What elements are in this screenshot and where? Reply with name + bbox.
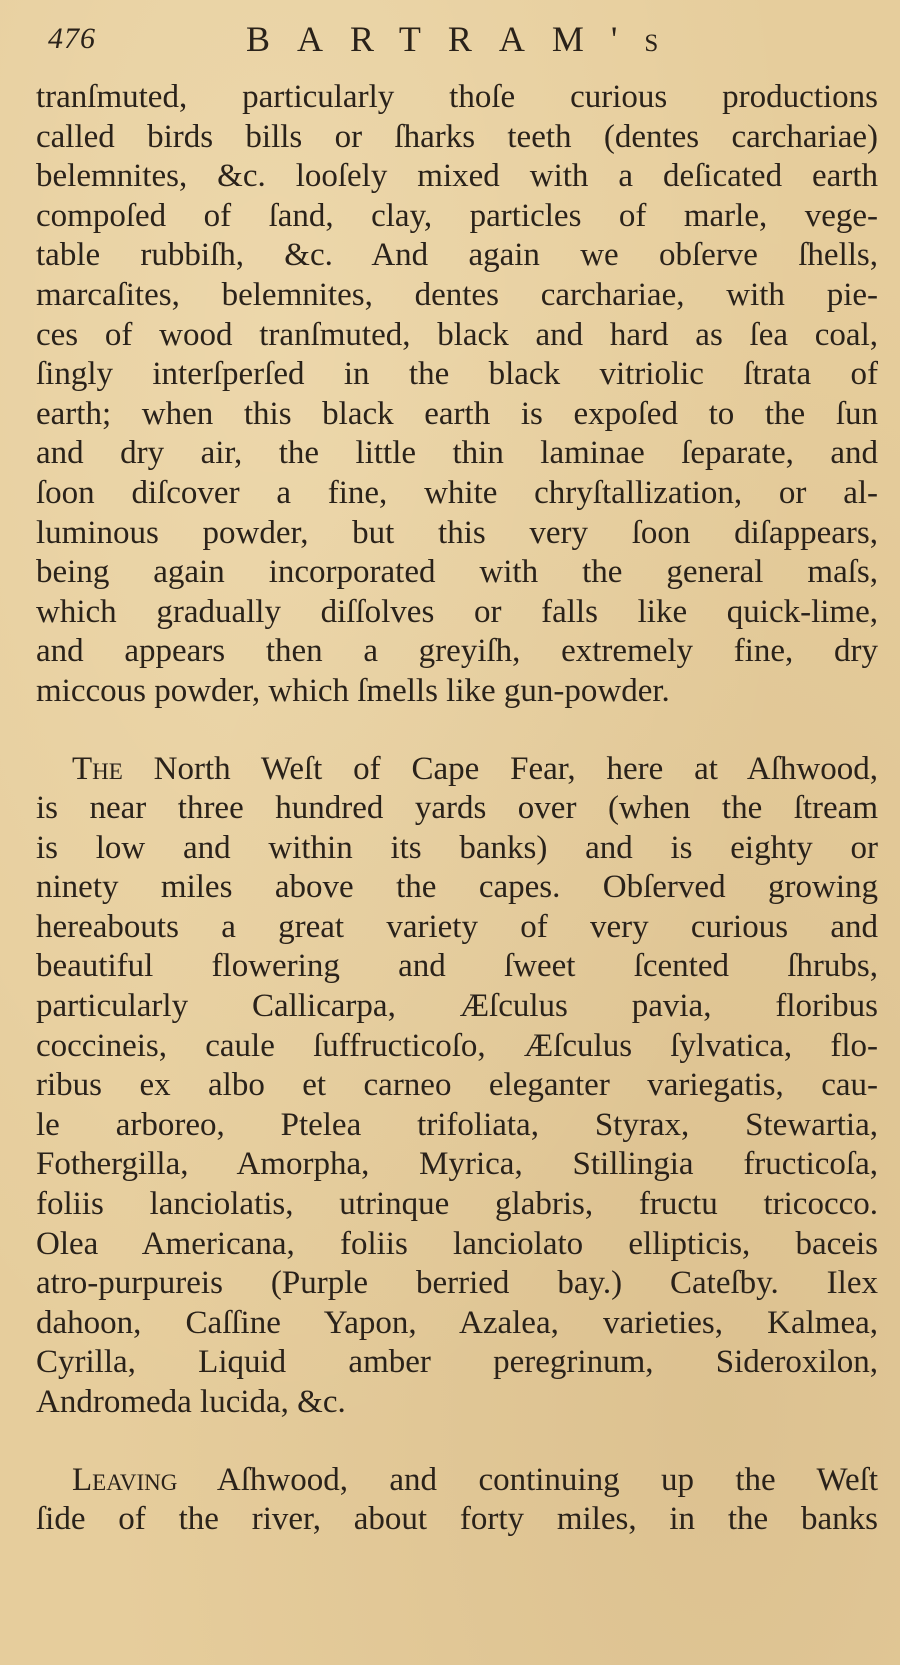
text-line: is low and within its banks) and is eighty or [36,829,878,866]
text-line: being again incorporated with the general maſs, [36,554,878,591]
text-line: particularly Callicarpa, Æſculus pavia, floribus [36,988,878,1025]
text-line: belemnites, &c. looſely mixed with a deſicated earth [36,158,878,195]
text-line: foliis lanciolatis, utrinque glabris, fructu tricocco. [36,1186,878,1223]
text-line: called birds bills or ſharks teeth (dentes carchariae) [36,118,878,155]
text-line: marcaſites, belemnites, dentes carchariae, with pie- [36,276,878,313]
text-line: miccous powder, which ſmells like gun-powder. [36,672,670,709]
text-line: earth; when this black earth is expoſed to the ſun [36,395,878,432]
line-text: Aſhwood, and continuing up the Weſt [177,1461,878,1498]
text-line: Cyrilla, Liquid amber peregrinum, Sideroxilon, [36,1344,878,1381]
text-line: ces of wood tranſmuted, black and hard as ſea coal, [36,316,878,353]
text-line: beautiful flowering and ſweet ſcented ſhrubs, [36,948,878,985]
text-line [36,1461,878,1501]
text-line: ribus ex albo et carneo eleganter variegatis, cau- [36,1067,878,1104]
text-line [36,750,878,790]
text-line: luminous powder, but this very ſoon diſappears, [36,514,878,551]
paragraph-1 [36,78,878,712]
text-line: table rubbiſh, &c. And again we obſerve ſhells, [36,237,878,274]
lead-word: The [72,750,123,787]
text-line: ninety miles above the capes. Obſerved growing [36,869,878,906]
running-head [36,8,878,78]
text-line: ſingly interſperſed in the black vitriolic ſtrata of [36,356,878,393]
line-text: North Weſt of Cape Fear, here at Aſhwood, [122,750,878,787]
text-line: Andromeda lucida, &c. [36,1384,346,1420]
text-line: which gradually diſſolves or falls like quick-lime, [36,593,878,630]
text-line: compoſed of ſand, clay, particles of marle, vege- [36,197,878,234]
text-line: le arboreo, Ptelea trifoliata, Styrax, Stewartia, [36,1106,878,1143]
text-line: tranſmuted, particularly thoſe curious productions [36,79,878,115]
text-line: hereabouts a great variety of very curious and [36,908,878,945]
text-line: coccineis, caule ſuffructicoſo, Æſculus ſylvatica, flo- [36,1027,878,1064]
lead-word: Leaving [72,1461,178,1498]
page-number: 476 [48,22,96,55]
text-line: and appears then a greyiſh, extremely fine, dry [36,633,878,670]
text-line: dahoon, Caſſine Yapon, Azalea, varieties, Kalmea, [36,1304,878,1341]
running-title: BARTRAM's [246,19,686,59]
text-line: ſide of the river, about forty miles, in the banks [36,1501,878,1538]
text-line: and dry air, the little thin laminae ſeparate, and [36,435,878,472]
text-line: atro-purpureis (Purple berried bay.) Cateſby. Ilex [36,1265,878,1302]
text-line: is near three hundred yards over (when the ſtream [36,790,878,827]
text-line: Olea Americana, foliis lanciolato ellipticis, baceis [36,1225,878,1262]
paragraph-3 [36,1461,878,1540]
text-line: ſoon diſcover a fine, white chryſtallization, or al- [36,474,878,511]
paragraph-2 [36,750,878,1423]
text-line: Fothergilla, Amorpha, Myrica, Stillingia fructicoſa, [36,1146,878,1183]
